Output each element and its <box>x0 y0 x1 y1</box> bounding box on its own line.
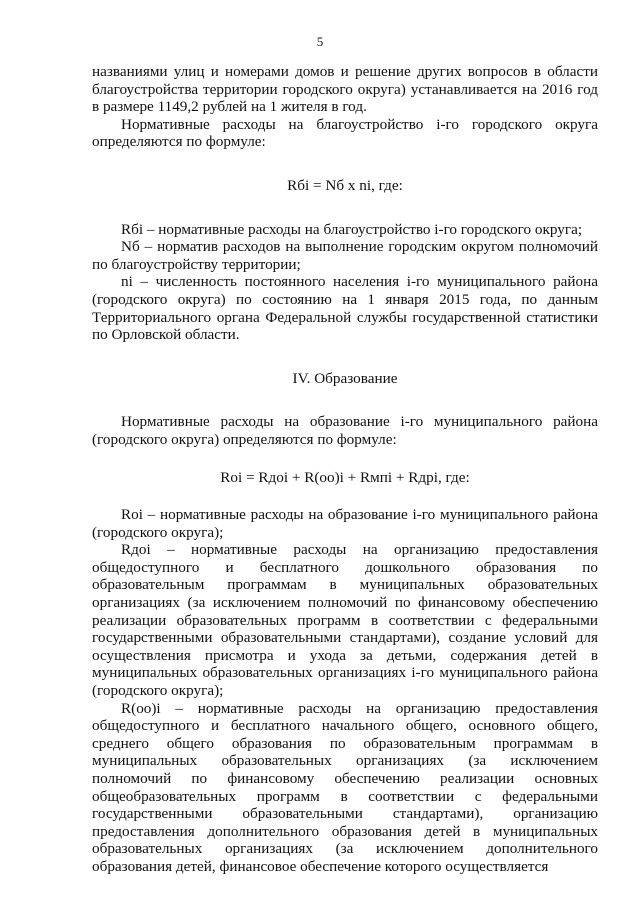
formula-education: Roi = Rдoi + R(oo)i + Rмпi + Rдрi, где: <box>220 468 470 486</box>
formula-landscaping: Rбi = Nб x ni, где: <box>287 176 403 194</box>
definition-roi: Roi – нормативные расходы на образование i-го муниципального района (городского округа); <box>92 506 598 541</box>
definition-ni: ni – численность постоянного населения i-го муниципального района (городского округа) по состоянию на 1 января 2015 года, по данным Территориального органа Федеральной службы государственной статистики по Орловской области. <box>92 273 598 344</box>
definition-rbi: Rбi – нормативные расходы на благоустройство i-го городского округа; <box>121 220 583 238</box>
document-body <box>92 63 598 876</box>
section-heading: IV. Образование <box>292 369 398 387</box>
definition-rdoi: Rдoi – нормативные расходы на организацию предоставления общедоступного и бесплатного дошкольного образования по образовательным программам в муниципальных образовательных организациях (за исключением полномочий по финансовому обеспечению реализации образовательных программ в соответствии с федеральными государственными образовательными стандартами), создание условий для осуществления присмотра и ухода за детьми, содержания детей в муниципальных образовательных организациях i-го муниципального района (городского округа); <box>92 541 598 700</box>
paragraph-formula-intro-2: Нормативные расходы на образование i-го муниципального района (городского округа) определяются по формуле: <box>92 413 598 448</box>
definition-nb: Nб – норматив расходов на выполнение городским округом полномочий по благоустройству территории; <box>92 238 598 273</box>
paragraph-formula-intro-1: Нормативные расходы на благоустройство i-го городского округа определяются по формуле: <box>92 115 598 151</box>
definition-rooi: R(oo)i – нормативные расходы на организацию предоставления общедоступного и бесплатного начального общего, основного общего, среднего общего образования по образовательным программам в муниципальных образовательных организациях (за исключением полномочий по финансовому обеспечению реализации основных общеобразовательных программ в соответствии с федеральными государственными образовательными стандартами), организацию предоставления дополнительного образования детей в муниципальных образовательных организациях (за исключением дополнительного образования детей, финансовое обеспечение которого осуществляется <box>92 699 598 875</box>
paragraph-continuation: названиями улиц и номерами домов и решение других вопросов в области благоустройства территории городского округа) устанавливается на 2016 год в размере 1149,2 рублей на 1 жителя в год. <box>92 63 598 116</box>
page-number: 5 <box>316 34 324 49</box>
